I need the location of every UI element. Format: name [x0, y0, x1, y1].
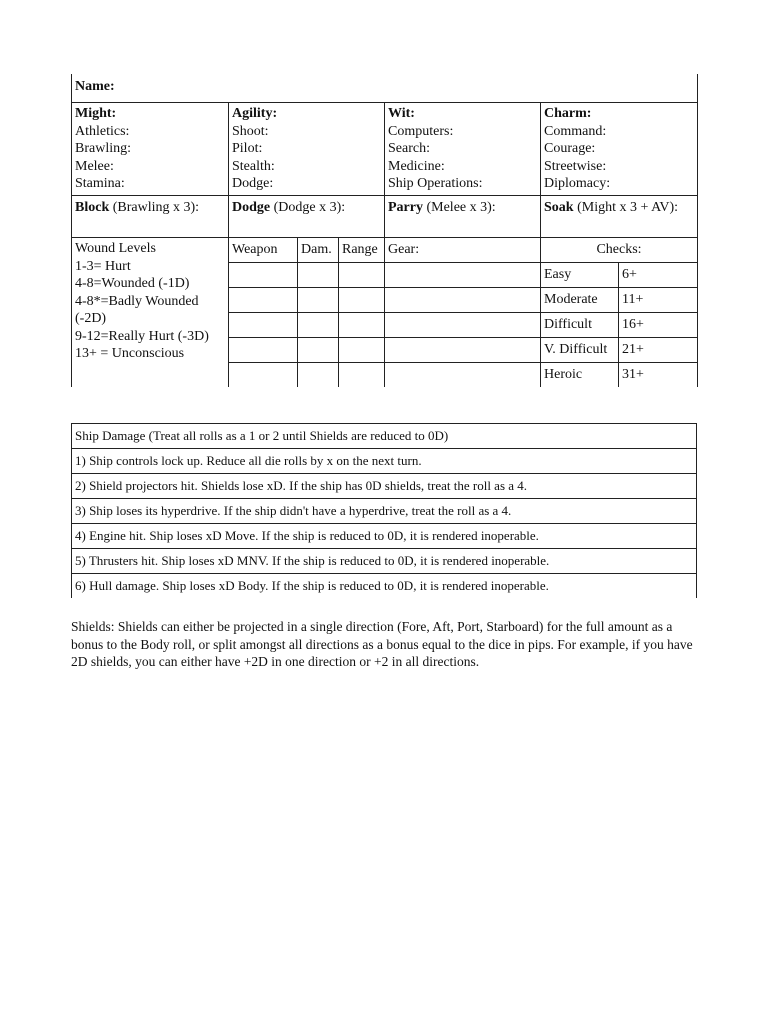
damage-cell[interactable] — [298, 363, 339, 388]
ship-damage-table — [71, 423, 697, 598]
damage-cell[interactable] — [298, 313, 339, 338]
skill-label: Courage: — [544, 141, 596, 156]
defense-formula: (Melee x 3): — [422, 200, 496, 215]
damage-cell[interactable] — [298, 263, 339, 288]
character-sheet-table — [71, 74, 698, 387]
skill-label: Stamina: — [75, 176, 125, 191]
defense-formula: (Brawling x 3): — [109, 200, 200, 215]
ship-damage-row: 4) Engine hit. Ship loses xD Move. If the ship is reduced to 0D, it is rendered inoperable. — [72, 524, 697, 549]
damage-cell[interactable] — [298, 338, 339, 363]
shields-paragraph: Shields: Shields can either be projected in a single direction (Fore, Aft, Port, Starboard) for the full amount as a bonus to the Body roll, or split amongst all directions as a bonus equal to the dice in pips. For example, if you have 2D shields, you can either have +2D in one direction or +2 in all directions. — [71, 619, 693, 669]
weapon-cell[interactable] — [229, 263, 298, 288]
attribute-title: Wit: — [388, 106, 415, 121]
weapon-cell[interactable] — [229, 363, 298, 388]
check-target: 11+ — [619, 288, 698, 313]
check-level: Easy — [541, 263, 619, 288]
wound-level-line: 4-8*=Badly Wounded (-2D) — [75, 293, 199, 326]
equipment-area — [229, 238, 698, 388]
defense-name: Parry — [388, 200, 423, 215]
damage-cell[interactable] — [298, 288, 339, 313]
checks-header: Checks: — [541, 238, 698, 263]
ship-damage-header: Ship Damage (Treat all rolls as a 1 or 2 until Shields are reduced to 0D) — [72, 424, 697, 449]
attribute-title: Charm: — [544, 106, 592, 121]
attribute-title: Agility: — [232, 106, 278, 121]
skill-label: Stealth: — [232, 158, 275, 174]
ship-damage-row: 5) Thrusters hit. Ship loses xD MNV. If the ship is reduced to 0D, it is rendered inoperable. — [72, 549, 697, 574]
ship-damage-row: 2) Shield projectors hit. Shields lose xD. If the ship has 0D shields, treat the roll as a 4. — [72, 474, 697, 499]
attribute-wit — [385, 103, 541, 196]
wound-level-line: Wound Levels — [75, 241, 156, 256]
defense-name: Dodge — [232, 200, 271, 215]
name-field[interactable] — [72, 74, 698, 103]
check-level: V. Difficult — [541, 338, 619, 363]
range-header: Range — [339, 238, 385, 263]
wound-level-line: 1-3= Hurt — [75, 258, 131, 274]
range-cell[interactable] — [339, 263, 385, 288]
name-label: Name: — [75, 79, 115, 94]
wound-levels — [72, 238, 229, 388]
attribute-title: Might: — [75, 106, 117, 121]
wound-level-line: 4-8=Wounded (-1D) — [75, 276, 190, 291]
ship-damage-row: 1) Ship controls lock up. Reduce all die rolls by x on the next turn. — [72, 449, 697, 474]
skill-label: Pilot: — [232, 141, 263, 156]
range-cell[interactable] — [339, 288, 385, 313]
skill-label: Medicine: — [388, 158, 445, 174]
gear-cell[interactable] — [385, 288, 541, 313]
skill-label: Dodge: — [232, 176, 274, 191]
gear-cell[interactable] — [385, 338, 541, 363]
skill-label: Ship Operations: — [388, 176, 483, 191]
weapon-cell[interactable] — [229, 313, 298, 338]
ship-damage-row: 3) Ship loses its hyperdrive. If the ship didn't have a hyperdrive, treat the roll as a 4. — [72, 499, 697, 524]
defense-formula: (Might x 3 + AV): — [573, 200, 679, 215]
skill-label: Streetwise: — [544, 158, 607, 174]
attribute-charm — [541, 103, 698, 196]
skill-label: Computers: — [388, 123, 454, 139]
check-target: 16+ — [619, 313, 698, 338]
weapon-cell[interactable] — [229, 288, 298, 313]
equipment-table — [228, 237, 698, 387]
ship-damage-row: 6) Hull damage. Ship loses xD Body. If the ship is reduced to 0D, it is rendered inoperable. — [72, 574, 697, 599]
range-cell[interactable] — [339, 338, 385, 363]
check-level: Difficult — [541, 313, 619, 338]
wound-level-line: 13+ = Unconscious — [75, 346, 185, 361]
gear-cell[interactable] — [385, 363, 541, 388]
check-target: 6+ — [619, 263, 698, 288]
skill-label: Diplomacy: — [544, 176, 611, 191]
skill-label: Search: — [388, 141, 430, 156]
attribute-agility — [229, 103, 385, 196]
gear-header: Gear: — [385, 238, 541, 263]
range-cell[interactable] — [339, 363, 385, 388]
skill-label: Brawling: — [75, 141, 131, 156]
check-target: 21+ — [619, 338, 698, 363]
check-target: 31+ — [619, 363, 698, 388]
defense-formula: (Dodge x 3): — [270, 200, 346, 215]
attribute-might — [72, 103, 229, 196]
skill-label: Athletics: — [75, 123, 130, 139]
wound-level-line: 9-12=Really Hurt (-3D) — [75, 328, 209, 344]
range-cell[interactable] — [339, 313, 385, 338]
skill-label: Melee: — [75, 158, 114, 174]
defense-soak[interactable] — [541, 196, 698, 238]
defense-name: Soak — [544, 200, 574, 215]
gear-cell[interactable] — [385, 263, 541, 288]
check-level: Moderate — [541, 288, 619, 313]
skill-label: Shoot: — [232, 123, 269, 139]
defense-parry[interactable] — [385, 196, 541, 238]
weapon-cell[interactable] — [229, 338, 298, 363]
weapon-header: Weapon — [229, 238, 298, 263]
defense-name: Block — [75, 200, 110, 215]
gear-cell[interactable] — [385, 313, 541, 338]
skill-label: Command: — [544, 123, 607, 139]
defense-block[interactable] — [72, 196, 229, 238]
check-level: Heroic — [541, 363, 619, 388]
defense-dodge[interactable] — [229, 196, 385, 238]
damage-header: Dam. — [298, 238, 339, 263]
